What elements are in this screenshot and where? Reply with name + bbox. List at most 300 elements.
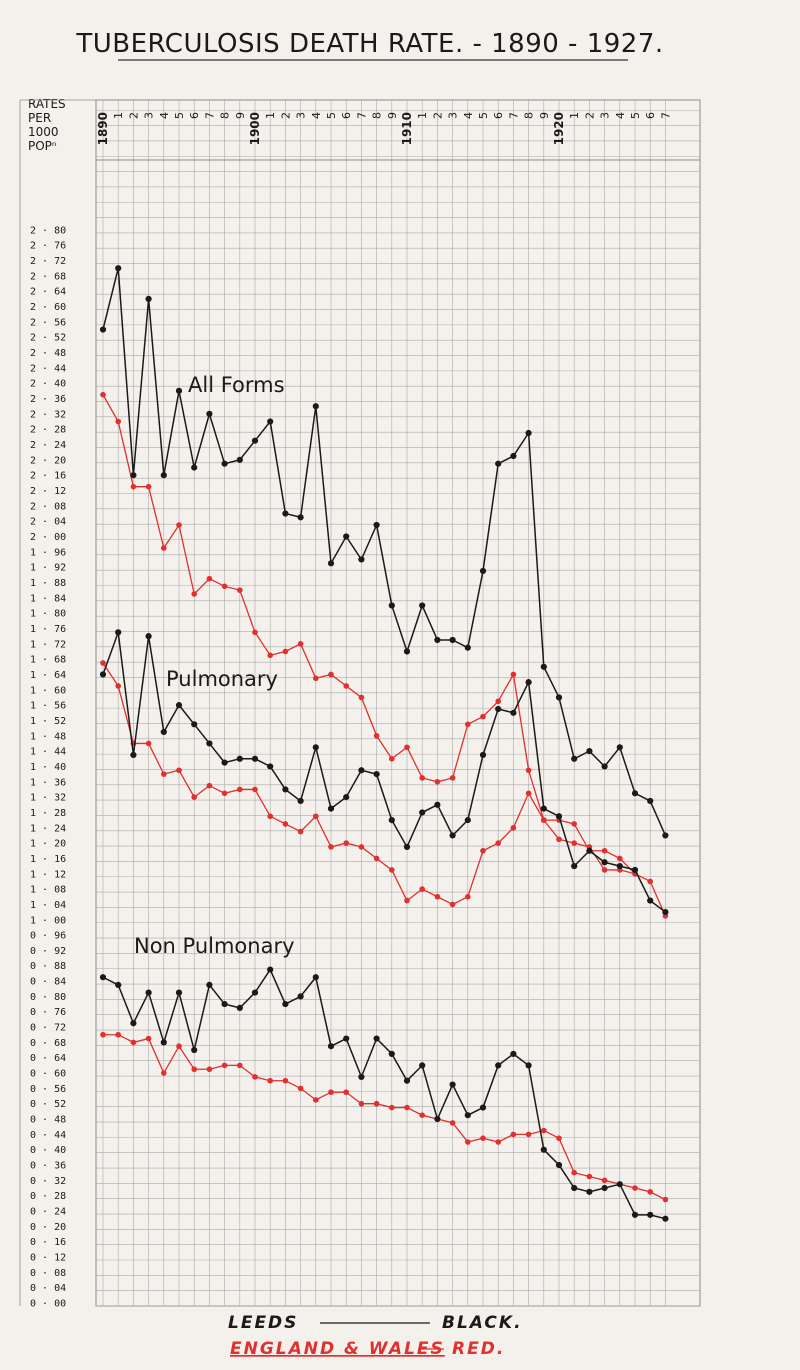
data-point — [495, 840, 501, 846]
x-tick-label: 1 — [416, 112, 430, 119]
data-point — [358, 1074, 364, 1080]
data-point — [510, 710, 516, 716]
y-tick-label: 0 · 36 — [30, 1160, 67, 1172]
y-tick-label: 2 · 56 — [30, 317, 67, 329]
data-point — [313, 1097, 319, 1103]
y-tick-label: 1 · 36 — [30, 777, 67, 789]
data-point — [556, 694, 562, 700]
data-point — [511, 672, 517, 678]
y-tick-label: 1 · 12 — [30, 869, 67, 881]
data-point — [298, 798, 304, 804]
data-point — [176, 767, 182, 773]
data-point — [419, 602, 425, 608]
y-tick-label: 2 · 68 — [30, 271, 67, 283]
data-point — [541, 817, 547, 823]
data-point — [510, 453, 516, 459]
data-point — [267, 813, 273, 819]
y-tick-label: 0 · 12 — [30, 1252, 67, 1264]
data-point — [647, 879, 653, 885]
data-point — [100, 974, 106, 980]
data-point — [374, 856, 380, 862]
y-tick-label: 0 · 76 — [30, 1007, 67, 1019]
x-tick-label: 7 — [203, 112, 217, 119]
data-point — [374, 733, 380, 739]
data-point — [252, 756, 258, 762]
data-point — [191, 591, 197, 597]
x-tick-label: 1 — [264, 112, 278, 119]
x-tick-label: 4 — [157, 112, 171, 119]
data-point — [526, 679, 532, 685]
data-point — [526, 1132, 532, 1138]
y-tick-label: 0 · 00 — [30, 1298, 67, 1310]
y-tick-label: 0 · 24 — [30, 1206, 67, 1218]
data-point — [617, 744, 623, 750]
x-tick-label: 4 — [309, 112, 323, 119]
data-point — [632, 790, 638, 796]
data-point — [617, 1181, 623, 1187]
y-tick-label: 1 · 96 — [30, 547, 67, 559]
y-tick-label: 1 · 32 — [30, 792, 67, 804]
data-point — [161, 472, 167, 478]
data-point — [480, 568, 486, 574]
y-tick-label: 0 · 16 — [30, 1237, 67, 1249]
data-point — [556, 1162, 562, 1168]
data-point — [222, 584, 228, 590]
data-point — [435, 779, 441, 785]
x-tick-label: 4 — [613, 112, 627, 119]
data-point — [343, 1089, 349, 1095]
data-point — [298, 514, 304, 520]
data-point — [511, 1132, 517, 1138]
x-tick-label: 6 — [644, 112, 658, 119]
y-tick-label: 0 · 56 — [30, 1083, 67, 1095]
data-point — [495, 706, 501, 712]
data-point — [434, 1116, 440, 1122]
x-tick-label: 8 — [370, 112, 384, 119]
data-point — [191, 1066, 197, 1072]
data-point — [571, 840, 577, 846]
data-point — [556, 836, 562, 842]
x-tick-label: 1900 — [248, 112, 262, 146]
y-tick-label: 2 · 76 — [30, 240, 67, 252]
data-point — [647, 897, 653, 903]
data-point — [526, 790, 532, 796]
data-point — [206, 740, 212, 746]
data-point — [222, 1063, 228, 1069]
data-point — [556, 1135, 562, 1141]
data-point — [389, 602, 395, 608]
y-tick-label: 1 · 16 — [30, 853, 67, 865]
y-tick-label: 0 · 80 — [30, 991, 67, 1003]
y-tick-label: 0 · 72 — [30, 1022, 67, 1034]
y-tick-label: 2 · 08 — [30, 501, 67, 513]
data-point — [495, 1062, 501, 1068]
data-point — [298, 993, 304, 999]
data-point — [161, 771, 167, 777]
data-point — [480, 848, 486, 854]
panel-label: All Forms — [188, 373, 285, 397]
x-tick-label: 1890 — [96, 112, 110, 146]
data-point — [419, 886, 425, 892]
data-point — [647, 1189, 653, 1195]
data-point — [359, 1101, 365, 1107]
data-point — [313, 813, 319, 819]
data-point — [435, 894, 441, 900]
y-tick-label: 1 · 24 — [30, 823, 67, 835]
data-point — [511, 825, 517, 831]
data-point — [283, 649, 289, 655]
data-point — [434, 637, 440, 643]
data-point — [237, 457, 243, 463]
data-point — [176, 989, 182, 995]
x-tick-label: 9 — [233, 112, 247, 119]
data-point — [571, 863, 577, 869]
data-point — [207, 783, 213, 789]
x-tick-label: 6 — [492, 112, 506, 119]
y-tick-label: 0 · 68 — [30, 1037, 67, 1049]
x-tick-label: 8 — [522, 112, 536, 119]
data-point — [526, 1062, 532, 1068]
data-point — [495, 461, 501, 467]
y-tick-label: 0 · 04 — [30, 1283, 67, 1295]
x-tick-label: 5 — [629, 112, 642, 119]
data-point — [450, 902, 456, 908]
data-point — [146, 741, 152, 747]
y-tick-label: 0 · 08 — [30, 1267, 67, 1279]
data-point — [100, 671, 106, 677]
data-point — [298, 829, 304, 835]
data-point — [267, 1078, 273, 1084]
y-tick-label: 2 · 28 — [30, 424, 67, 436]
data-point — [419, 1062, 425, 1068]
data-point — [586, 848, 592, 854]
x-tick-label: 7 — [355, 112, 369, 119]
data-point — [602, 859, 608, 865]
x-tick-label: 2 — [431, 112, 445, 119]
data-point — [252, 438, 258, 444]
data-point — [662, 909, 668, 915]
data-point — [480, 1135, 486, 1141]
y-header-line: 1000 — [28, 125, 59, 139]
x-tick-label: 1 — [112, 112, 126, 119]
data-point — [450, 637, 456, 643]
y-tick-label: 1 · 00 — [30, 915, 67, 927]
data-point — [206, 411, 212, 417]
x-tick-label: 8 — [218, 112, 232, 119]
data-point — [465, 645, 471, 651]
data-point — [465, 1112, 471, 1118]
y-tick-label: 1 · 68 — [30, 654, 67, 666]
x-tick-label: 6 — [340, 112, 354, 119]
data-point — [282, 510, 288, 516]
data-point — [237, 1005, 243, 1011]
data-point — [419, 775, 425, 781]
data-point — [404, 1105, 410, 1111]
y-tick-label: 2 · 24 — [30, 440, 67, 452]
data-point — [176, 702, 182, 708]
data-point — [176, 388, 182, 394]
data-point — [465, 894, 471, 900]
y-tick-label: 1 · 56 — [30, 700, 67, 712]
data-point — [313, 974, 319, 980]
data-point — [298, 1086, 304, 1092]
y-tick-label: 1 · 60 — [30, 685, 67, 697]
data-point — [115, 419, 121, 425]
data-point — [587, 1174, 593, 1180]
data-point — [434, 802, 440, 808]
x-tick-label: 3 — [598, 112, 612, 119]
y-tick-label: 2 · 36 — [30, 394, 67, 406]
data-point — [100, 660, 106, 666]
panel-label: Non Pulmonary — [134, 934, 295, 958]
x-tick-label: 6 — [188, 112, 202, 119]
x-tick-label: 1 — [568, 112, 582, 119]
y-tick-label: 0 · 92 — [30, 945, 67, 957]
data-point — [465, 1139, 471, 1145]
data-point — [465, 817, 471, 823]
data-point — [419, 1112, 425, 1118]
y-tick-label: 1 · 72 — [30, 639, 67, 651]
data-point — [495, 698, 501, 704]
y-tick-label: 0 · 52 — [30, 1099, 67, 1111]
x-tick-label: 5 — [325, 112, 338, 119]
data-point — [419, 809, 425, 815]
panel-label: Pulmonary — [166, 667, 278, 691]
y-tick-label: 2 · 60 — [30, 302, 67, 314]
y-tick-label: 2 · 00 — [30, 532, 67, 543]
x-tick-label: 7 — [659, 112, 673, 119]
data-point — [283, 1078, 289, 1084]
y-header-line: POPⁿ — [28, 139, 57, 153]
y-tick-label: 1 · 52 — [30, 715, 67, 727]
data-point — [450, 775, 456, 781]
data-point — [602, 867, 608, 873]
data-point — [176, 1043, 182, 1049]
data-point — [343, 840, 349, 846]
data-point — [131, 1040, 137, 1046]
data-point — [222, 1001, 228, 1007]
y-tick-label: 2 · 04 — [30, 516, 67, 528]
data-point — [237, 756, 243, 762]
data-point — [389, 1105, 395, 1111]
data-point — [556, 813, 562, 819]
data-point — [374, 1035, 380, 1041]
y-tick-label: 1 · 08 — [30, 884, 67, 896]
data-point — [131, 484, 137, 490]
data-point — [526, 767, 532, 773]
y-tick-label: 2 · 40 — [30, 378, 67, 390]
data-point — [207, 1066, 213, 1072]
chart-title: TUBERCULOSIS DEATH RATE. - 1890 - 1927. — [76, 29, 664, 59]
data-point — [100, 392, 106, 398]
data-point — [480, 1104, 486, 1110]
data-point — [389, 817, 395, 823]
y-axis-ticks — [30, 225, 66, 1309]
data-point — [404, 744, 410, 750]
data-point — [602, 848, 608, 854]
data-point — [328, 1089, 334, 1095]
data-point — [571, 1170, 577, 1176]
x-tick-label: 5 — [173, 112, 186, 119]
data-point — [343, 794, 349, 800]
data-point — [161, 1070, 167, 1076]
data-point — [586, 748, 592, 754]
x-tick-label: 9 — [537, 112, 551, 119]
y-tick-label: 0 · 64 — [30, 1053, 67, 1065]
data-point — [252, 989, 258, 995]
data-point — [130, 752, 136, 758]
data-point — [571, 821, 577, 827]
legend-ew-color: RED. — [452, 1339, 506, 1359]
data-point — [480, 714, 486, 720]
y-tick-label: 2 · 52 — [30, 332, 67, 344]
y-tick-label: 2 · 12 — [30, 486, 67, 498]
data-point — [602, 1178, 608, 1184]
legend-leeds-color: BLACK. — [442, 1313, 523, 1333]
data-point — [115, 1032, 121, 1038]
data-point — [647, 1212, 653, 1218]
y-tick-label: 0 · 88 — [30, 961, 67, 973]
data-point — [146, 484, 152, 490]
data-point — [450, 832, 456, 838]
x-tick-label: 7 — [507, 112, 521, 119]
data-point — [526, 430, 532, 436]
data-point — [313, 403, 319, 409]
x-tick-label: 2 — [127, 112, 141, 119]
data-point — [374, 1101, 380, 1107]
y-tick-label: 2 · 72 — [30, 256, 67, 268]
data-point — [359, 695, 365, 701]
y-tick-label: 0 · 60 — [30, 1068, 67, 1080]
data-point — [328, 672, 334, 678]
data-point — [115, 982, 121, 988]
data-point — [146, 989, 152, 995]
data-point — [343, 533, 349, 539]
y-tick-label: 0 · 48 — [30, 1114, 67, 1126]
data-point — [343, 683, 349, 689]
y-tick-label: 0 · 28 — [30, 1191, 67, 1203]
data-point — [359, 844, 365, 850]
y-tick-label: 2 · 48 — [30, 348, 67, 360]
data-point — [480, 752, 486, 758]
data-point — [222, 461, 228, 467]
data-point — [130, 472, 136, 478]
y-tick-label: 1 · 04 — [30, 899, 67, 911]
data-point — [541, 1128, 547, 1134]
data-point — [328, 806, 334, 812]
data-point — [252, 1074, 258, 1080]
x-tick-label: 1920 — [552, 112, 566, 146]
y-tick-label: 1 · 64 — [30, 669, 67, 681]
data-point — [191, 794, 197, 800]
y-tick-label: 1 · 92 — [30, 562, 67, 574]
y-tick-label: 2 · 44 — [30, 363, 67, 375]
data-point — [541, 806, 547, 812]
data-point — [146, 296, 152, 302]
y-tick-label: 0 · 96 — [30, 930, 67, 942]
x-tick-label: 1910 — [400, 112, 414, 146]
x-tick-label: 2 — [279, 112, 293, 119]
data-point — [161, 1039, 167, 1045]
data-point — [374, 771, 380, 777]
y-tick-label: 1 · 48 — [30, 731, 67, 743]
y-tick-label: 0 · 20 — [30, 1221, 67, 1233]
data-point — [662, 1216, 668, 1222]
y-tick-label: 0 · 40 — [30, 1145, 67, 1157]
data-point — [222, 790, 228, 796]
y-tick-label: 0 · 44 — [30, 1129, 67, 1141]
x-tick-label: 4 — [461, 112, 475, 119]
data-point — [161, 545, 167, 551]
data-point — [343, 1035, 349, 1041]
data-point — [404, 1078, 410, 1084]
x-tick-label: 2 — [583, 112, 597, 119]
data-point — [115, 629, 121, 635]
data-point — [222, 760, 228, 766]
data-point — [237, 587, 243, 593]
data-point — [617, 863, 623, 869]
y-tick-label: 1 · 28 — [30, 807, 67, 819]
data-point — [358, 556, 364, 562]
x-tick-label: 3 — [142, 112, 156, 119]
data-point — [176, 522, 182, 528]
data-point — [647, 798, 653, 804]
data-point — [282, 786, 288, 792]
data-point — [237, 1063, 243, 1069]
y-tick-label: 2 · 32 — [30, 409, 67, 421]
data-point — [267, 653, 273, 659]
data-point — [328, 1043, 334, 1049]
data-point — [161, 729, 167, 735]
data-point — [100, 1032, 106, 1038]
y-header-line: PER — [28, 111, 52, 125]
data-point — [115, 683, 121, 689]
data-point — [283, 821, 289, 827]
x-tick-label: 9 — [385, 112, 399, 119]
data-point — [328, 844, 334, 850]
y-tick-label: 1 · 88 — [30, 577, 67, 589]
data-point — [602, 1185, 608, 1191]
y-tick-label: 1 · 84 — [30, 593, 67, 605]
data-point — [146, 1036, 152, 1042]
data-point — [191, 721, 197, 727]
data-point — [115, 265, 121, 271]
data-point — [662, 832, 668, 838]
data-point — [328, 560, 334, 566]
data-point — [267, 966, 273, 972]
y-tick-label: 1 · 44 — [30, 746, 67, 758]
legend-leeds-label: LEEDS — [228, 1313, 299, 1333]
legend-ew-label: ENGLAND & WALES — [230, 1339, 445, 1359]
data-point — [632, 1212, 638, 1218]
data-point — [313, 744, 319, 750]
data-point — [632, 1185, 638, 1191]
y-tick-label: 1 · 80 — [30, 608, 67, 620]
data-point — [617, 856, 623, 862]
y-tick-label: 2 · 20 — [30, 455, 67, 467]
data-point — [206, 982, 212, 988]
data-point — [237, 787, 243, 793]
data-point — [404, 898, 410, 904]
y-tick-label: 1 · 40 — [30, 761, 67, 773]
data-point — [100, 326, 106, 332]
data-point — [267, 418, 273, 424]
data-point — [541, 664, 547, 670]
data-point — [571, 756, 577, 762]
data-point — [267, 763, 273, 769]
data-point — [450, 1120, 456, 1126]
data-point — [191, 464, 197, 470]
